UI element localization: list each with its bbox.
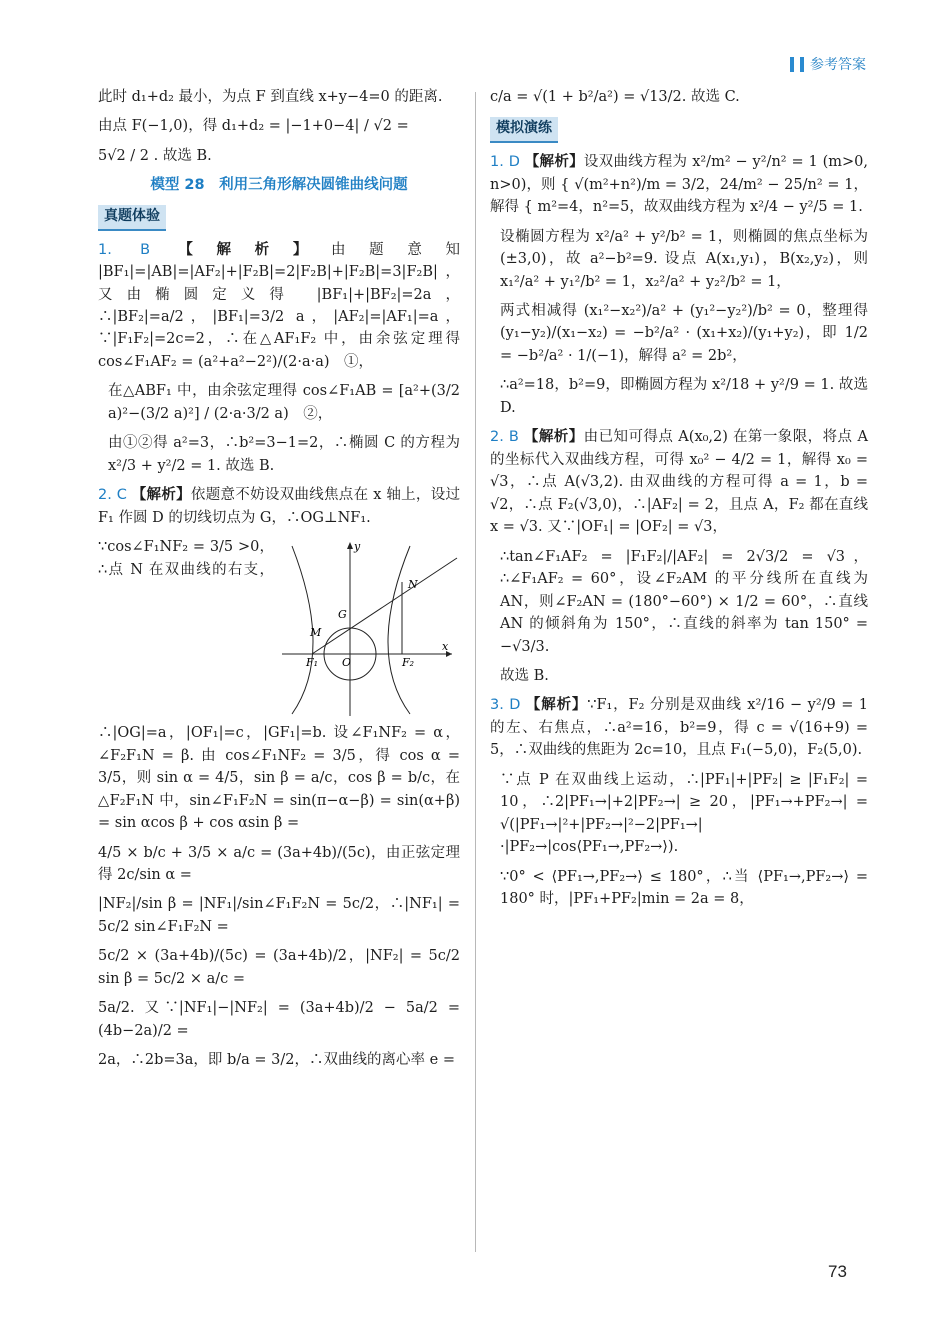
solution-text: 由题意知 |BF₁|=|AB|=|AF₂|+|F₂B|=2|F₂B|+|F₂B|=3|F₂B|，又由椭圆定义得 |BF₁|+|BF₂|=2a，∴|BF₂|=a/2，|BF₁|=3/2 a，|AF₂|=|AF₁|=a，∵|F₁F₂|=2c=2，∴在△AF₁F₂ 中，由余弦定理得 cos∠F₁AF₂ = (a²+a²−2²)/(2·a·a) ①，: [98, 241, 461, 370]
label-f1: F₁: [306, 656, 319, 670]
intro-line: 5√2 / 2 . 故选 B.: [98, 147, 212, 164]
solution-text: 依题意不妨设双曲线焦点在 x 轴上，设过 F₁ 作圆 D 的切线切点为 G，∴OG⊥NF₁.: [98, 487, 460, 526]
solution-line: ∴tan∠F₁AF₂ = |F₁F₂|/|AF₂| = 2√3/2 = √3，∴∠F₁AF₂ = 60°，设∠F₂AM 的平分线所在直线为 AN，则∠F₂AN = (180°−60°) × 1/2 = 60°，∴直线 AN 的倾斜角为 150°，∴直线的斜率为 tan 150° = −√3/3.: [500, 548, 868, 655]
continued-line: c/a = √(1 + b²/a²) = √13/2. 故选 C.: [490, 89, 740, 105]
label-g: G: [338, 608, 347, 622]
question-number: 2. B: [490, 429, 519, 446]
label-x: x: [442, 640, 449, 654]
solution-line: 5a/2. 又∵|NF₁|−|NF₂| = (3a+4b)/2 − 5a/2 = (4b−2a)/2 =: [98, 1000, 460, 1039]
page-number: 73: [828, 1262, 847, 1281]
label-f2: F₂: [402, 656, 415, 670]
header-bar-icon: [790, 57, 794, 72]
column-divider: [475, 92, 476, 1252]
intro-line: 由点 F(−1,0)，得 d₁+d₂ = |−1+0−4| / √2 =: [98, 118, 409, 135]
question-1: [98, 239, 460, 374]
solution-text: 由已知可得点 A(x₀,2) 在第一象限，将点 A 的坐标代入双曲线方程，可得 x₀² − 4/2 = 1，解得 x₀ = √3，∴点 A(√3,2). 由双曲线的方程可得 a = 1，b = √2，∴点 F₂(√3,0)，∴|AF₂| = 2，且点 A，F₂ 都在直线 x = √3. 又∵|OF₁| = |OF₂| = √3，: [490, 429, 868, 536]
y-axis-arrow-icon: [347, 542, 353, 549]
question-number: 3. D: [490, 697, 521, 714]
solution-line: ∵点 P 在双曲线上运动，∴|PF₁|+|PF₂| ≥ |F₁F₂| = 10，∴2|PF₁→|+2|PF₂→| ≥ 20，|PF₁→+PF₂→| = √(|PF₁→|²+|PF₂→|²−2|PF₁→|·|PF₂→|cos⟨PF₁→,PF₂→⟩).: [500, 771, 868, 856]
solution-line: ∵0° < ⟨PF₁→,PF₂→⟩ ≤ 180°，∴当 ⟨PF₁→,PF₂→⟩ = 180° 时，|PF₁+PF₂|min = 2a = 8，: [500, 868, 868, 908]
analysis-tag: 【解析】: [524, 153, 584, 171]
page-header: [790, 54, 866, 74]
solution-line: 5c/2 × (3a+4b)/(5c) = (3a+4b)/2，|NF₂| = 5c/2 sin β = 5c/2 × a/c =: [98, 948, 460, 987]
question-1: [490, 151, 868, 218]
question-2: [490, 426, 868, 538]
label-y: y: [354, 540, 361, 554]
solution-line: 设椭圆方程为 x²/a² + y²/b² = 1，则椭圆的焦点坐标为 (±3,0)，故 a²−b²=9. 设点 A(x₁,y₁)，B(x₂,y₂)，则 x₁²/a² + y₁²/b² = 1，x₂²/a² + y₂²/b² = 1，: [500, 228, 868, 290]
tangent-line: [312, 558, 457, 654]
right-column: [490, 86, 868, 918]
solution-line: 由①②得 a²=3，∴b²=3−1=2，∴椭圆 C 的方程为 x²/3 + y²/2 = 1. 故选 B.: [108, 435, 460, 474]
analysis-tag: 【解析】: [131, 486, 191, 504]
section-tag: 模拟演练: [490, 117, 558, 143]
solution-text: ∵F₁，F₂ 分别是双曲线 x²/16 − y²/9 = 1 的左、右焦点，∴a²=16，b²=9，得 c = √(16+9) = 5，∴双曲线的焦距为 2c=10，且点 F₁(−5,0)，F₂(5,0).: [490, 697, 869, 759]
solution-line: 在△ABF₁ 中，由余弦定理得 cos∠F₁AB = [a²+(3/2 a)²−(3/2 a)²] / (2·a·3/2 a) ②，: [108, 383, 460, 422]
question-number: 1. D: [490, 154, 520, 171]
solution-line: 2a，∴2b=3a，即 b/a = 3/2，∴双曲线的离心率 e =: [98, 1052, 455, 1069]
solution-line: 故选 B.: [500, 668, 549, 684]
solution-line: ∵cos∠F₁NF₂ = 3/5 >0，∴点 N 在双曲线的右支，∴|OG|=a，|OF₁|=c，|GF₁|=b. 设∠F₁NF₂ = α，∠F₂F₁N = β. 由 cos∠F₁NF₂ = 3/5，得 cos α = 3/5，则 sin α = 4/5，sin β = a/c，cos β = b/c，在△F₂F₁N 中，sin∠F₁F₂N = sin(π−α−β) = sin(α+β) = sin αcos β + cos αsin β =: [98, 539, 460, 832]
question-3: [490, 694, 868, 761]
analysis-tag: 【解析】: [525, 696, 588, 714]
question-number: 1. B: [98, 241, 151, 258]
section-tag: 真题体验: [98, 205, 166, 231]
header-label: 参考答案: [810, 57, 866, 73]
analysis-tag: 【解析】: [178, 240, 332, 258]
solution-line: |NF₂|/sin β = |NF₁|/sin∠F₁F₂N = 5c/2，∴|NF₁| = 5c/2 sin∠F₁F₂N =: [98, 896, 460, 935]
solution-text: 设双曲线方程为 x²/m² − y²/n² = 1 (m>0, n>0)，则 { √(m²+n²)/m = 3/2，24/m² − 25/n² = 1，解得 { m²=4，n²=5，故双曲线方程为 x²/4 − y²/5 = 1.: [490, 154, 869, 216]
hyperbola-figure: [282, 538, 460, 718]
hyperbola-right-branch: [388, 546, 410, 714]
header-bar-icon: [800, 57, 804, 72]
solution-line: 4/5 × b/c + 3/5 × a/c = (3a+4b)/(5c)，由正弦定理得 2c/sin α =: [98, 844, 460, 883]
model-title: 模型 28 利用三角形解决圆锥曲线问题: [150, 177, 408, 194]
solution-line: ∴a²=18，b²=9，即椭圆方程为 x²/18 + y²/9 = 1. 故选 D.: [500, 377, 868, 416]
intro-line: 此时 d₁+d₂ 最小，为点 F 到直线 x+y−4=0 的距离.: [98, 89, 443, 105]
label-n: N: [408, 578, 418, 592]
question-number: 2. C: [98, 487, 127, 504]
label-o: O: [342, 656, 352, 670]
label-m: M: [310, 626, 322, 640]
left-column: [98, 86, 460, 1079]
solution-line: 两式相减得 (x₁²−x₂²)/a² + (y₁²−y₂²)/b² = 0，整理得 (y₁−y₂)/(x₁−x₂) = −b²/a² · (x₁+x₂)/(y₁+y₂)，即 1/2 = −b²/a² · 1/(−1)，解得 a² = 2b²，: [500, 302, 868, 364]
question-2: [98, 484, 460, 529]
analysis-tag: 【解析】: [523, 428, 584, 446]
